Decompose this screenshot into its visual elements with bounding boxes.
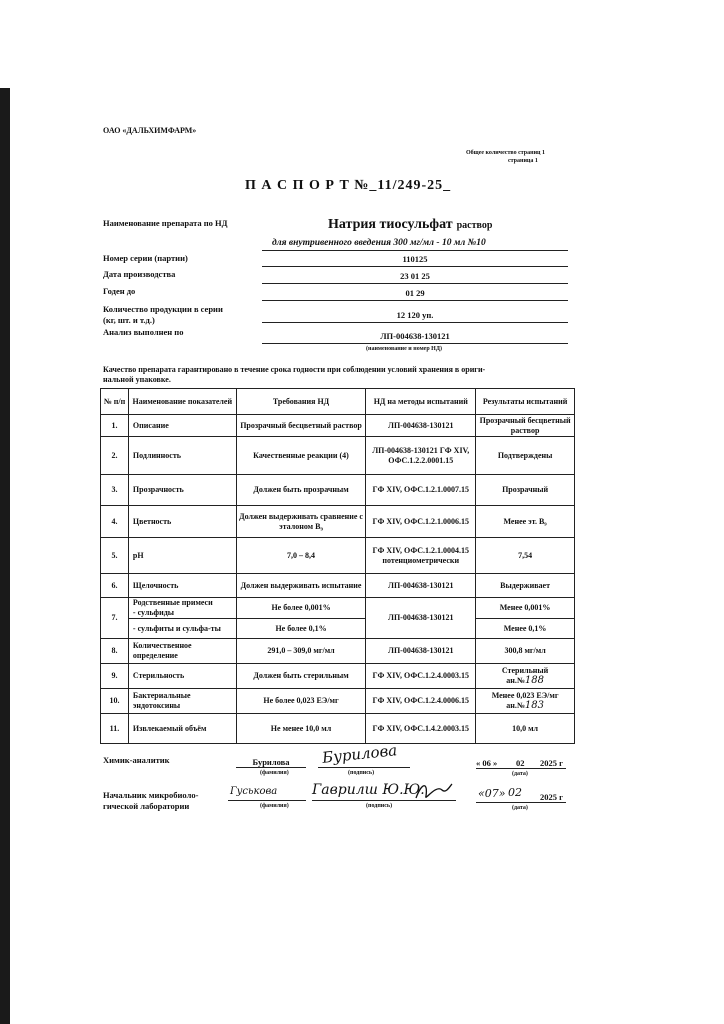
head-sign-caption: (подпись) — [366, 803, 393, 809]
row-req: Должен быть прозрачным — [236, 475, 366, 506]
table-header-row — [101, 389, 575, 415]
table-row — [101, 619, 575, 639]
row-req: 291,0 – 309,0 мг/мл — [236, 639, 366, 664]
row-name: Щелочность — [128, 574, 236, 598]
row-req: Не более 0,001% — [236, 598, 366, 619]
row-req: Должен выдерживать испытание — [236, 574, 366, 598]
chemist-signature: Бурилова — [321, 741, 398, 767]
row-num: 3. — [101, 475, 129, 506]
date2-line — [476, 802, 566, 803]
date2-day: «07» — [478, 787, 506, 800]
table-row — [101, 598, 575, 619]
chemist-surname-caption: (фамилия) — [260, 770, 289, 776]
row-req: Не более 0,023 ЕЭ/мг — [236, 689, 366, 714]
row-method: ЛП-004638-130121 — [366, 574, 476, 598]
results-table — [100, 388, 575, 744]
an-number: 183 — [524, 700, 544, 711]
row-result: Прозрачный — [476, 475, 575, 506]
row-name-main: Родственные примеси — [132, 598, 213, 607]
col-num: № п/п — [101, 389, 129, 415]
page-title: П А С П О Р Т №_11/249-25_ — [245, 178, 452, 193]
row-result: Менее 0,001% — [476, 598, 575, 619]
expiry-label: Годен до — [103, 286, 136, 296]
row-req: Качественные реакции (4) — [236, 437, 366, 475]
row-req: Должен быть стерильным — [236, 664, 366, 689]
row-name: Стерильность — [128, 664, 236, 689]
row-num: 1. — [101, 415, 129, 437]
an-label: ан.№ — [506, 676, 525, 685]
row-num: 6. — [101, 574, 129, 598]
row-method: ЛП-004638-130121 — [366, 598, 476, 639]
row-num: 11. — [101, 714, 129, 744]
quality-text-2: нальной упаковке. — [103, 375, 171, 384]
row-result — [476, 689, 575, 714]
row-name-sub1: - сульфиды — [132, 608, 174, 617]
an-number: 188 — [524, 675, 544, 686]
row-result-text: Менее 0,023 ЕЭ/мг — [491, 691, 559, 700]
date-label: Дата производства — [103, 269, 176, 279]
row-req: Не более 0,1% — [236, 619, 366, 639]
row-num: 2. — [101, 437, 129, 475]
head-role-1: Начальник микробиоло- — [103, 790, 199, 800]
date2-month: 02 — [508, 786, 522, 799]
row-result: Подтверждены — [476, 437, 575, 475]
row-num: 7. — [101, 598, 129, 639]
table-row — [101, 538, 575, 574]
head-role-2: гической лаборатории — [103, 801, 190, 811]
row-method: ГФ XIV, ОФС.1.2.4.0003.15 — [366, 664, 476, 689]
chemist-surname-line — [236, 767, 306, 768]
date1-caption: (дата) — [512, 771, 528, 777]
date2-year: 2025 г — [540, 792, 563, 802]
table-row — [101, 475, 575, 506]
row-name: pH — [128, 538, 236, 574]
row-result-text: Стерильный — [501, 666, 549, 675]
head-signature-mark — [414, 780, 454, 807]
date1-day: « 06 » — [476, 758, 498, 768]
date1-line — [476, 768, 566, 769]
row-result — [476, 664, 575, 689]
date-underline — [262, 283, 568, 284]
chemist-sign-caption: (подпись) — [348, 770, 375, 776]
analysis-label: Анализ выполнен по — [103, 327, 184, 337]
qty-label-1: Количество продукции в серии — [103, 304, 223, 314]
head-surname-caption: (фамилия) — [260, 803, 289, 809]
col-result: Результаты испытаний — [476, 389, 575, 415]
batch-label: Номер серии (партии) — [103, 253, 188, 263]
quality-text-1: Качество препарата гарантировано в течение срока годности при соблюдении условий хранения в ориги- — [103, 365, 486, 374]
row-method: ЛП-004638-130121 — [366, 415, 476, 437]
product-name: Натрия тиосульфат — [328, 217, 453, 232]
date1-year: 2025 г — [540, 758, 563, 768]
table-row — [101, 639, 575, 664]
batch-value: 110125 — [402, 254, 428, 264]
row-req: 7,0 – 8,4 — [236, 538, 366, 574]
col-name: Наименование показателей — [128, 389, 236, 415]
head-signature: Гаврилш Ю.Ю. — [312, 782, 425, 798]
row-method: ЛП-004638-130121 ГФ XIV, ОФС.1.2.2.0001.15 — [366, 437, 476, 475]
row-result: 300,8 мг/мл — [476, 639, 575, 664]
analysis-underline — [262, 343, 568, 344]
row-num: 8. — [101, 639, 129, 664]
date1-month: 02 — [516, 758, 525, 768]
batch-underline — [262, 266, 568, 267]
analysis-note: (наименование и номер НД) — [366, 346, 442, 352]
row-result: Менее 0,1% — [476, 619, 575, 639]
row-num: 4. — [101, 506, 129, 538]
product-name-group — [328, 215, 492, 233]
row-num: 5. — [101, 538, 129, 574]
row-req: Должен выдерживать сравнение с эталоном B₉ — [236, 506, 366, 538]
row-name: Прозрачность — [128, 475, 236, 506]
row-name: Цветность — [128, 506, 236, 538]
date-value: 23 01 25 — [400, 271, 430, 281]
row-name-sub2: - сульфиты и сульфа-ты — [128, 619, 236, 639]
scan-edge — [0, 88, 10, 1024]
row-name — [128, 598, 236, 619]
row-req: Прозрачный бесцветный раствор — [236, 415, 366, 437]
qty-underline — [262, 322, 568, 323]
row-method: ГФ XIV, ОФС.1.2.1.0006.15 — [366, 506, 476, 538]
row-name: Извлекаемый объём — [128, 714, 236, 744]
row-result: Прозрачный бесцветный раствор — [476, 415, 575, 437]
row-method: ГФ XIV, ОФС.1.2.1.0004.15 потенциометрически — [366, 538, 476, 574]
table-row — [101, 689, 575, 714]
date2-caption: (дата) — [512, 805, 528, 811]
table-row — [101, 506, 575, 538]
row-method: ГФ XIV, ОФС.1.2.4.0006.15 — [366, 689, 476, 714]
table-row — [101, 415, 575, 437]
row-name: Подлинность — [128, 437, 236, 475]
table-row — [101, 664, 575, 689]
head-surname: Гуськова — [230, 786, 278, 797]
table-row — [101, 714, 575, 744]
chemist-sign-line — [318, 767, 410, 768]
col-req: Требования НД — [236, 389, 366, 415]
pages-current: страница 1 — [508, 158, 538, 164]
row-name: Количественное определение — [128, 639, 236, 664]
row-result: Выдерживает — [476, 574, 575, 598]
company-name: ОАО «ДАЛЬХИМФАРМ» — [103, 126, 197, 135]
row-num: 10. — [101, 689, 129, 714]
expiry-value: 01 29 — [405, 288, 425, 298]
chemist-surname: Бурилова — [252, 757, 290, 767]
row-name: Бактериальные эндотоксины — [128, 689, 236, 714]
product-desc: для внутривенного введения 300 мг/мл - 10 мл №10 — [272, 238, 486, 248]
head-sign-line — [312, 800, 456, 801]
head-surname-line — [228, 800, 306, 801]
row-result: 7,54 — [476, 538, 575, 574]
analysis-value: ЛП-004638-130121 — [380, 331, 450, 341]
product-form: раствор — [456, 220, 493, 231]
table-row — [101, 437, 575, 475]
col-method: НД на методы испытаний — [366, 389, 476, 415]
table-row — [101, 574, 575, 598]
row-method: ЛП-004638-130121 — [366, 639, 476, 664]
an-label: ан.№ — [506, 701, 525, 710]
row-result: Менее эт. B₉ — [476, 506, 575, 538]
row-result: 10,0 мл — [476, 714, 575, 744]
pages-total: Общее количество страниц 1 — [466, 150, 546, 156]
product-label: Наименование препарата по НД — [103, 218, 228, 228]
row-method: ГФ XIV, ОФС.1.2.1.0007.15 — [366, 475, 476, 506]
qty-label-2: (кг, шт. и т.д.) — [103, 315, 155, 325]
row-num: 9. — [101, 664, 129, 689]
qty-value: 12 120 уп. — [396, 310, 434, 320]
row-req: Не менее 10,0 мл — [236, 714, 366, 744]
row-name: Описание — [128, 415, 236, 437]
row-method: ГФ XIV, ОФС.1.4.2.0003.15 — [366, 714, 476, 744]
chemist-role: Химик-аналитик — [103, 755, 170, 765]
product-underline — [262, 250, 568, 251]
expiry-underline — [262, 300, 568, 301]
